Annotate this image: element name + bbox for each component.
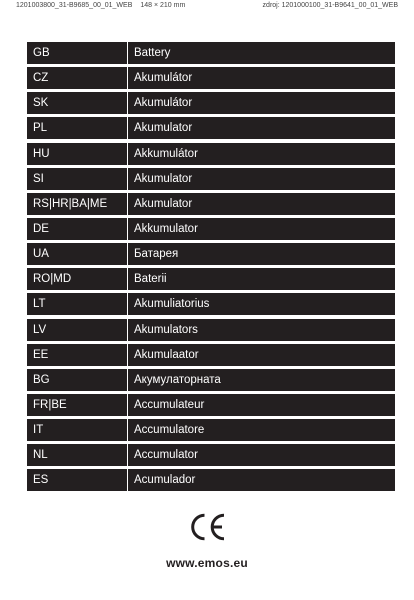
language-code: PL	[27, 117, 128, 139]
ce-mark-logo	[0, 512, 414, 542]
translation: Батарея	[134, 248, 179, 261]
translation: Accumulatore	[134, 424, 205, 437]
table-row	[27, 469, 395, 491]
translation: Accumulator	[134, 449, 198, 462]
language-code: RO|MD	[27, 268, 128, 290]
translation: Акумулаторната	[134, 373, 221, 386]
table-row	[27, 444, 395, 466]
table-row	[27, 92, 395, 114]
header-right-code: zdroj: 1201000100_31-B9641_00_01_WEB	[262, 2, 398, 9]
table-row	[27, 293, 395, 315]
language-code: DE	[27, 218, 128, 240]
language-code: GB	[27, 42, 128, 64]
ce-mark-icon	[187, 512, 227, 542]
translation: Akkumulator	[134, 222, 198, 235]
translation: Akkumulátor	[134, 147, 198, 160]
translation: Akumulátor	[134, 72, 193, 85]
table-row	[27, 168, 395, 190]
language-code: NL	[27, 444, 128, 466]
language-code: ES	[27, 469, 128, 491]
language-table	[27, 42, 395, 491]
language-code: LT	[27, 293, 128, 315]
website-link[interactable]: www.emos.eu	[166, 556, 248, 570]
table-row	[27, 243, 395, 265]
table-row	[27, 369, 395, 391]
language-code: CZ	[27, 67, 128, 89]
language-code: SK	[27, 92, 128, 114]
language-code: IT	[27, 419, 128, 441]
table-row	[27, 193, 395, 215]
language-code: EE	[27, 344, 128, 366]
language-code: SI	[27, 168, 128, 190]
translation: Akumuliatorius	[134, 298, 210, 311]
translation: Akumulator	[134, 197, 193, 210]
translation: Baterii	[134, 273, 167, 286]
translation: Battery	[134, 47, 171, 59]
header-meta	[16, 2, 398, 14]
language-code: FR|BE	[27, 394, 128, 416]
table-row	[27, 419, 395, 441]
header-left-group	[16, 2, 185, 14]
language-code: HU	[27, 143, 128, 165]
language-code: RS|HR|BA|ME	[27, 193, 128, 215]
translation: Akumulator	[134, 122, 193, 135]
translation: Acumulador	[134, 474, 196, 487]
header-left-code: 1201003800_31-B9685_00_01_WEB	[16, 2, 133, 9]
table-row	[27, 67, 395, 89]
language-code: LV	[27, 319, 128, 341]
table-row	[27, 394, 395, 416]
table-row	[27, 143, 395, 165]
translation: Accumulateur	[134, 398, 205, 411]
table-row	[27, 42, 395, 64]
table-row	[27, 117, 395, 139]
table-row	[27, 218, 395, 240]
translation: Akumulators	[134, 323, 198, 336]
language-code: BG	[27, 369, 128, 391]
table-row	[27, 344, 395, 366]
table-row	[27, 319, 395, 341]
translation: Akumulaator	[134, 348, 199, 361]
table-row	[27, 268, 395, 290]
language-code: UA	[27, 243, 128, 265]
header-page-size: 148 × 210 mm	[140, 2, 186, 9]
translation: Akumulátor	[134, 97, 193, 110]
translation: Akumulator	[134, 172, 193, 185]
